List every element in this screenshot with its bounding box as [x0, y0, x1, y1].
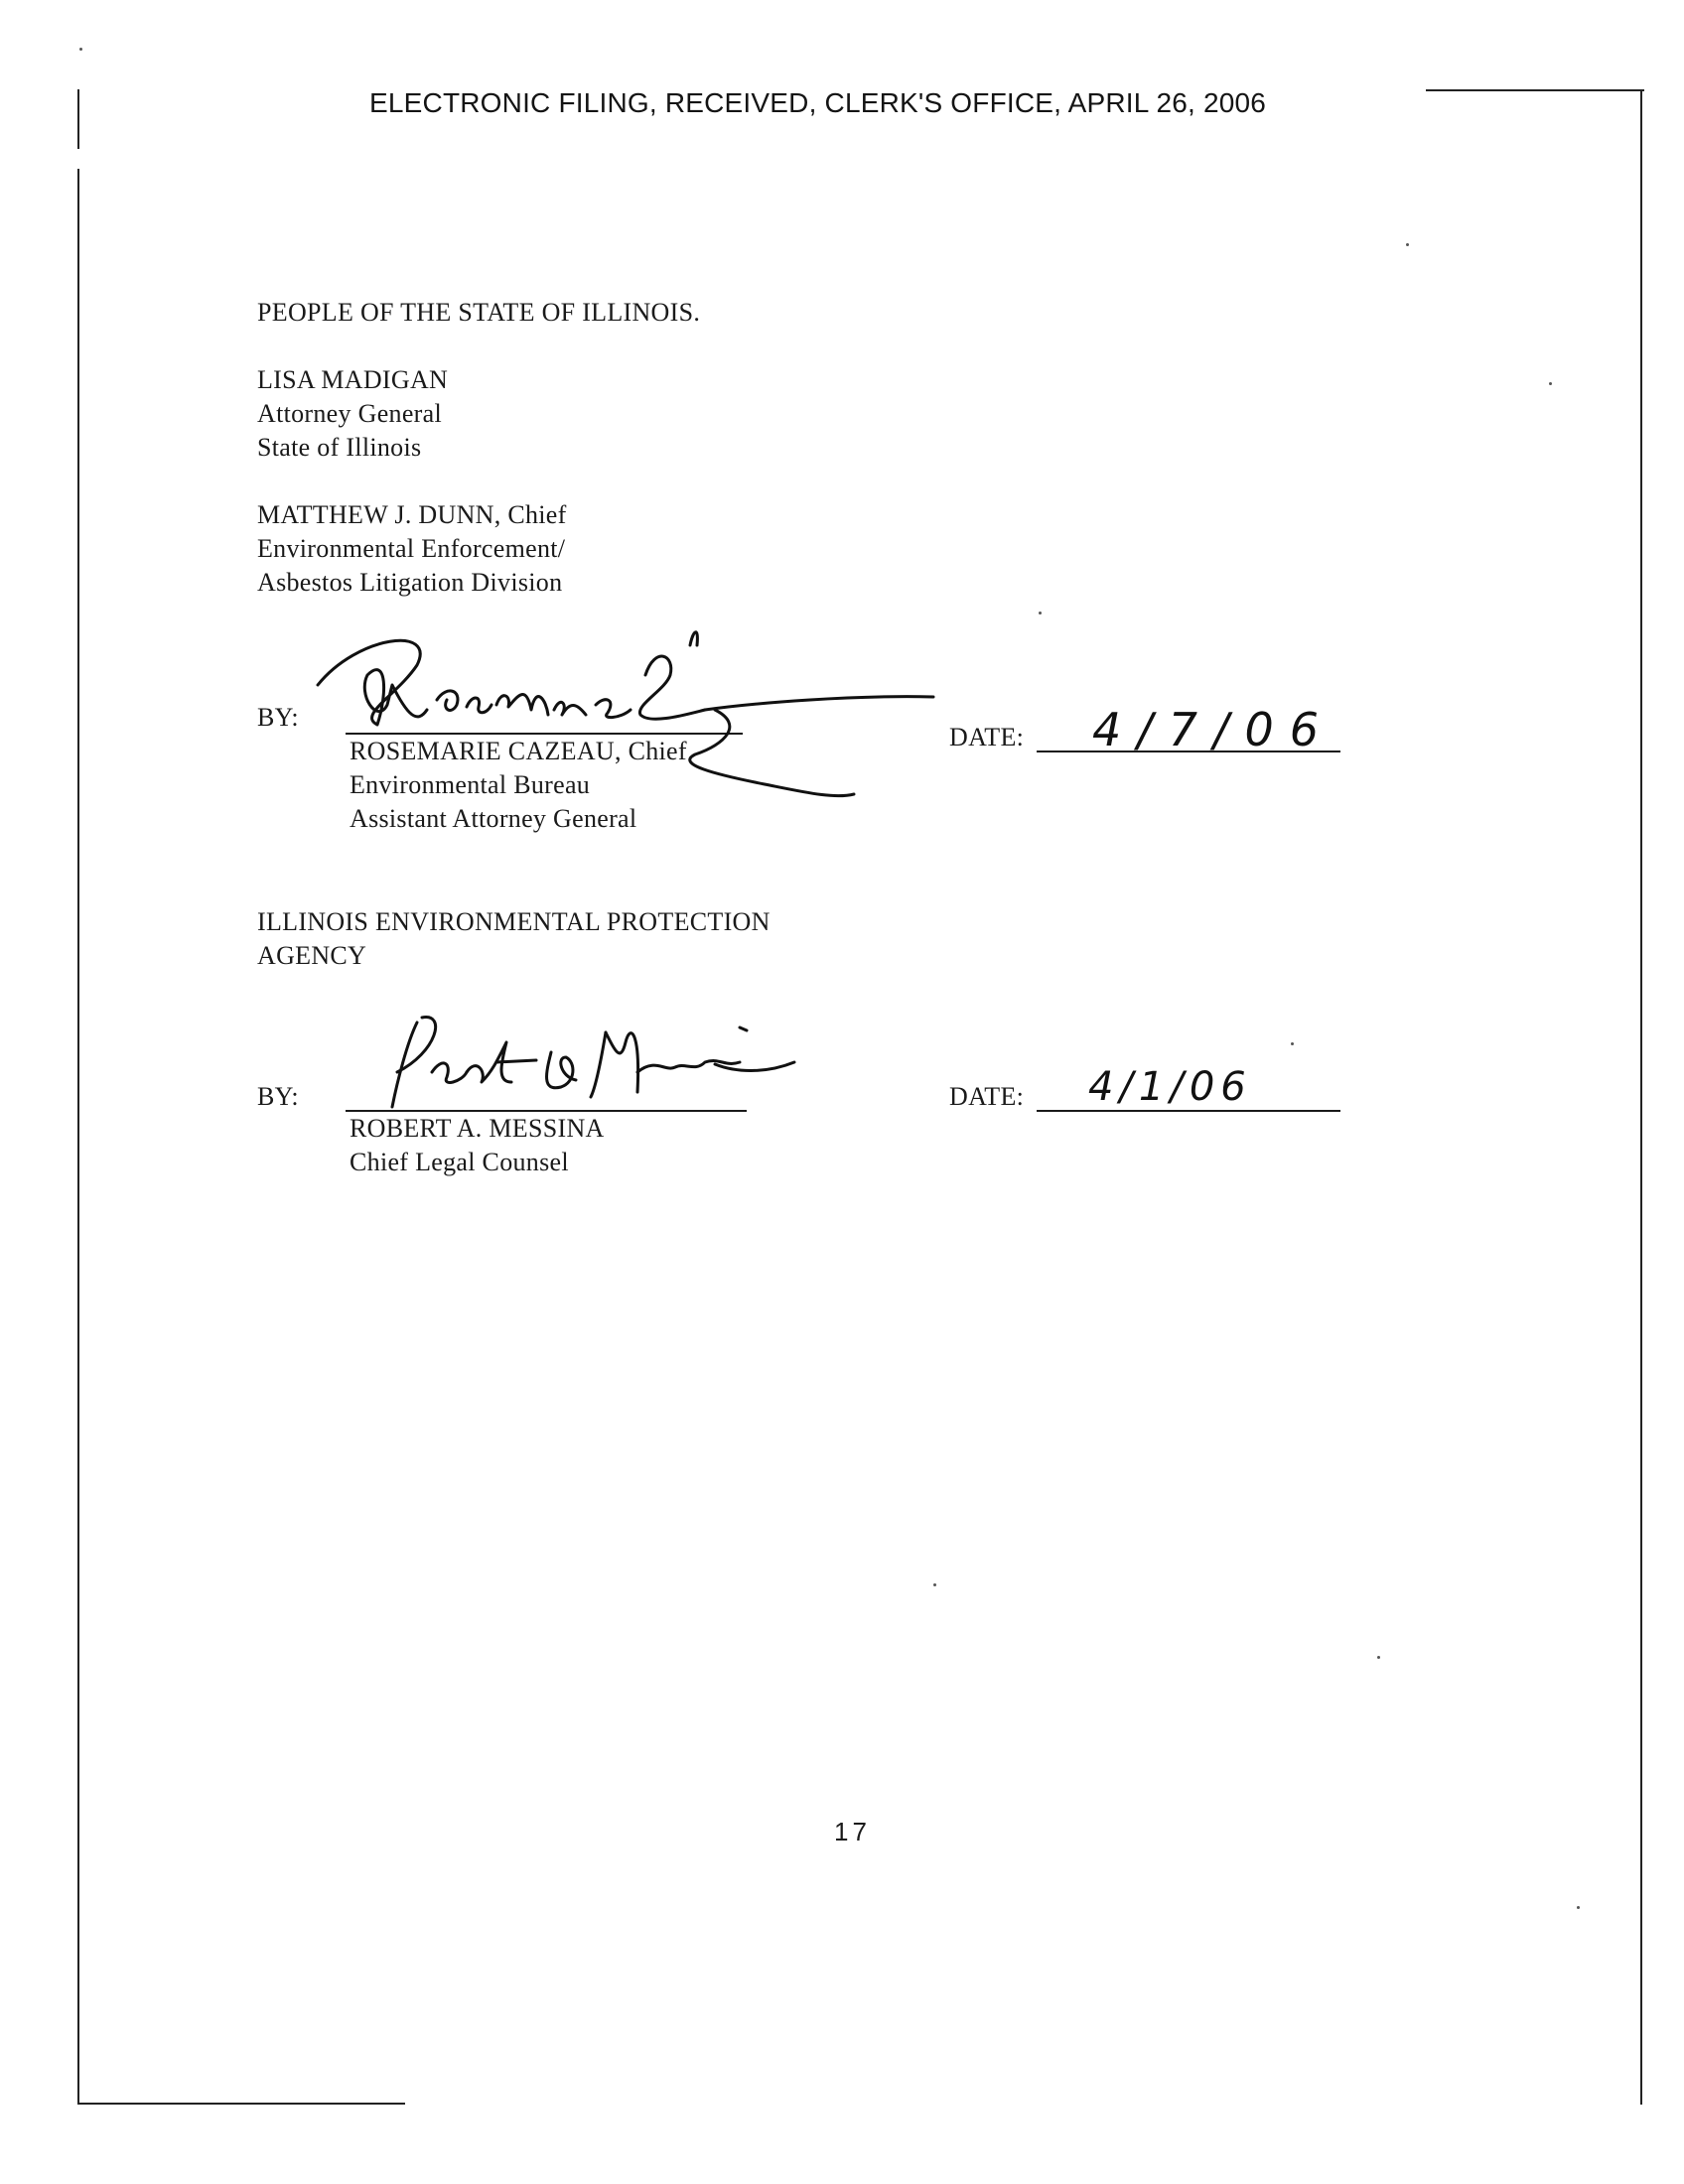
scan-speck [933, 1583, 936, 1586]
date-label-1: DATE: [949, 723, 1025, 751]
signer-name-1: ROSEMARIE CAZEAU, Chief [350, 737, 687, 765]
date-label-2: DATE: [949, 1082, 1025, 1111]
signer-title-1: Assistant Attorney General [350, 804, 637, 833]
left-border [77, 169, 79, 2105]
top-right-border [1426, 89, 1644, 91]
signature-cazeau [298, 615, 933, 814]
scan-speck [1039, 612, 1042, 614]
date-line-2 [1037, 1110, 1340, 1112]
scan-speck [1406, 243, 1409, 246]
ag-state: State of Illinois [257, 433, 422, 462]
scan-speck [79, 48, 82, 51]
date-value-2: 4/1/06 [1088, 1064, 1252, 1110]
filing-stamp: ELECTRONIC FILING, RECEIVED, CLERK'S OFFICE, APRIL 26, 2006 [369, 87, 1267, 118]
right-border [1640, 89, 1642, 2105]
signer-name-2: ROBERT A. MESSINA [350, 1114, 605, 1143]
left-border-top [77, 89, 79, 149]
scan-speck [1549, 382, 1552, 385]
scan-speck [1291, 1042, 1294, 1045]
bottom-border [77, 2103, 405, 2105]
chief-name: MATTHEW J. DUNN, Chief [257, 500, 567, 529]
scan-speck [1577, 1906, 1580, 1909]
signature-messina [377, 1003, 804, 1112]
scan-speck [1377, 1656, 1380, 1659]
page-number: 17 [834, 1817, 871, 1846]
ag-title: Attorney General [257, 399, 442, 428]
by-label-2: BY: [257, 1082, 299, 1111]
chief-division-2: Asbestos Litigation Division [257, 568, 563, 597]
chief-division-1: Environmental Enforcement/ [257, 534, 566, 563]
signer-dept-1: Environmental Bureau [350, 770, 591, 799]
ag-name: LISA MADIGAN [257, 365, 449, 394]
party-title: PEOPLE OF THE STATE OF ILLINOIS. [257, 298, 701, 327]
signer-title-2: Chief Legal Counsel [350, 1148, 569, 1176]
date-value-1: 4/7/06 [1092, 703, 1335, 756]
by-label-1: BY: [257, 703, 299, 732]
agency-line-2: AGENCY [257, 941, 367, 970]
agency-line-1: ILLINOIS ENVIRONMENTAL PROTECTION [257, 907, 771, 936]
